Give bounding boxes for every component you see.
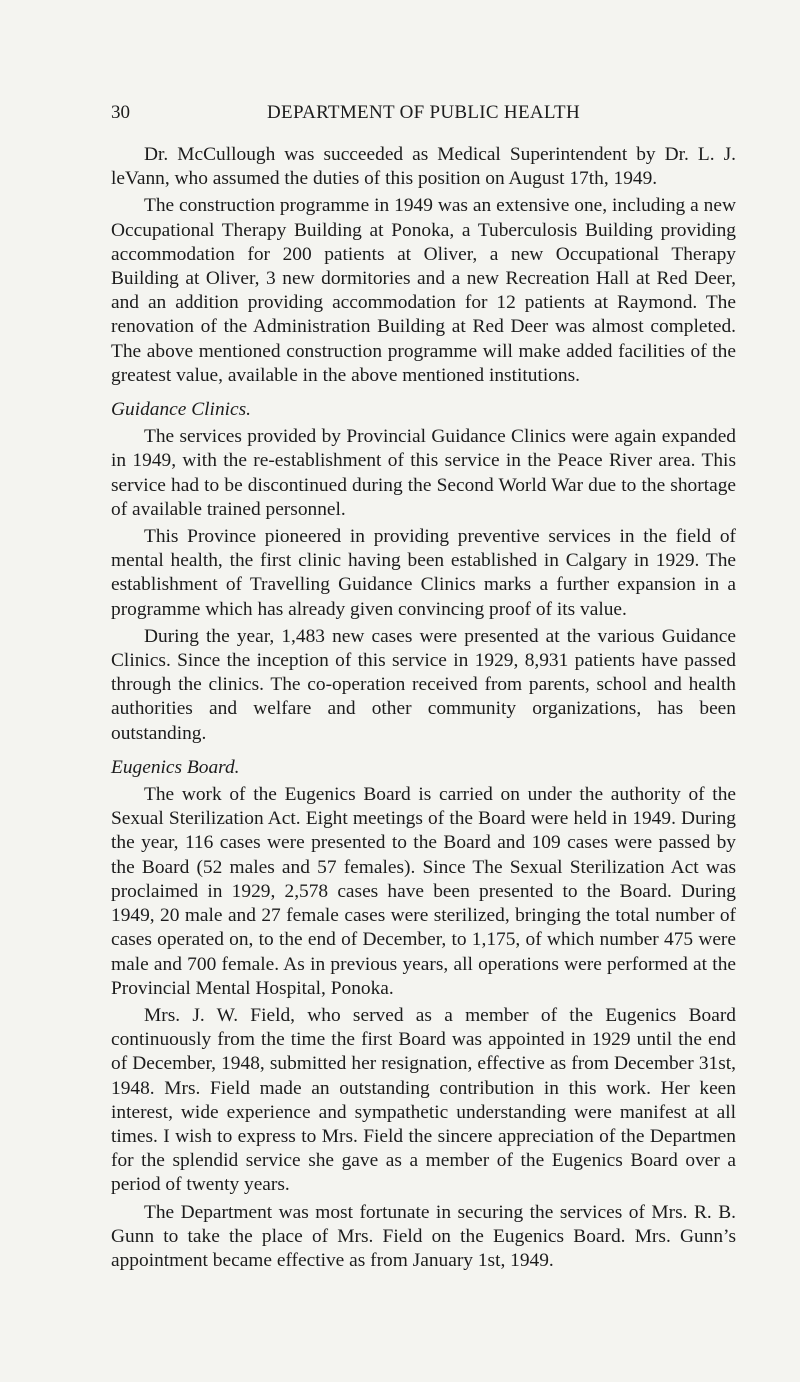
page-body	[111, 143, 736, 1276]
paragraph-eugenics-gunn: The Department was most fortunate in securing the services of Mrs. R. B. Gunn to take the place of Mrs. Field on the Eugenics Board. Mrs. Gunn’s appointment became effective as from January 1st, 1949.	[111, 1201, 736, 1271]
running-title: DEPARTMENT OF PUBLIC HEALTH	[267, 102, 580, 123]
page-number: 30	[111, 102, 130, 123]
paragraph-guidance-expansion: The services provided by Provincial Guidance Clinics were again expanded in 1949, with the re-establishment of this service in the Peace River area. This service had to be discontinued during the Second World War due to the shortage of available trained personnel.	[111, 426, 736, 520]
section-heading-guidance-clinics: Guidance Clinics.	[111, 399, 252, 421]
paragraph-eugenics-work: The work of the Eugenics Board is carried on under the authority of the Sexual Sterilization Act. Eight meetings of the Board were held in 1949. During the year, 116 cases were presented to the Board and 109 cases were passed by the Board (52 males and 57 females). Since The Sexual Sterilization Act was proclaimed in 1929, 2,578 cases have been presented to the Board. During 1949, 20 male and 27 female cases were sterilized, bringing the total number of cases operated on, to the end of December, to 1,175, of which number 475 were male and 700 female. As in previous years, all operations were performed at the Provincial Mental Hospital, Ponoka.	[111, 784, 736, 999]
paragraph-guidance-pioneer: This Province pioneered in providing preventive services in the field of mental health, the first clinic having been established in Calgary in 1929. The establishment of Travelling Guidance Clinics marks a further expansion in a programme which has already given convincing proof of its value.	[111, 526, 736, 620]
paragraph-superintendent: Dr. McCullough was succeeded as Medical Superintendent by Dr. L. J. leVann, who assumed the duties of this position on August 17th, 1949.	[111, 144, 736, 190]
section-heading-eugenics-board: Eugenics Board.	[111, 756, 240, 778]
paragraph-construction: The construction programme in 1949 was an extensive one, including a new Occupational Therapy Building at Ponoka, a Tuberculosis Building providing accommodation for 200 patients at Oliver, a new Occupational Therapy Building at Oliver, 3 new dormitories and a new Recreation Hall at Red Deer, and an addition providing accommodation for 12 patients at Raymond. The renovation of the Administration Building at Red Deer was almost completed. The above mentioned construction programme will make added facilities of the greatest value, available in the above mentioned institutions.	[111, 195, 736, 386]
page-header	[111, 102, 736, 128]
paragraph-guidance-cases: During the year, 1,483 new cases were presented at the various Guidance Clinics. Since the inception of this service in 1929, 8,931 patients have passed through the clinics. The co-operation received from parents, school and health authorities and welfare and other community organizations, has been outstanding.	[111, 625, 736, 744]
paragraph-eugenics-field: Mrs. J. W. Field, who served as a member of the Eugenics Board continuously from the time the first Board was appointed in 1929 until the end of December, 1948, submitted her resignation, effective as from December 31st, 1948. Mrs. Field made an outstanding contribution in this work. Her keen interest, wide experience and sympathetic understanding were manifest at all times. I wish to express to Mrs. Field the sincere appreciation of the Departmen for the splendid service she gave as a member of the Eugenics Board over a period of twenty years.	[111, 1004, 736, 1196]
